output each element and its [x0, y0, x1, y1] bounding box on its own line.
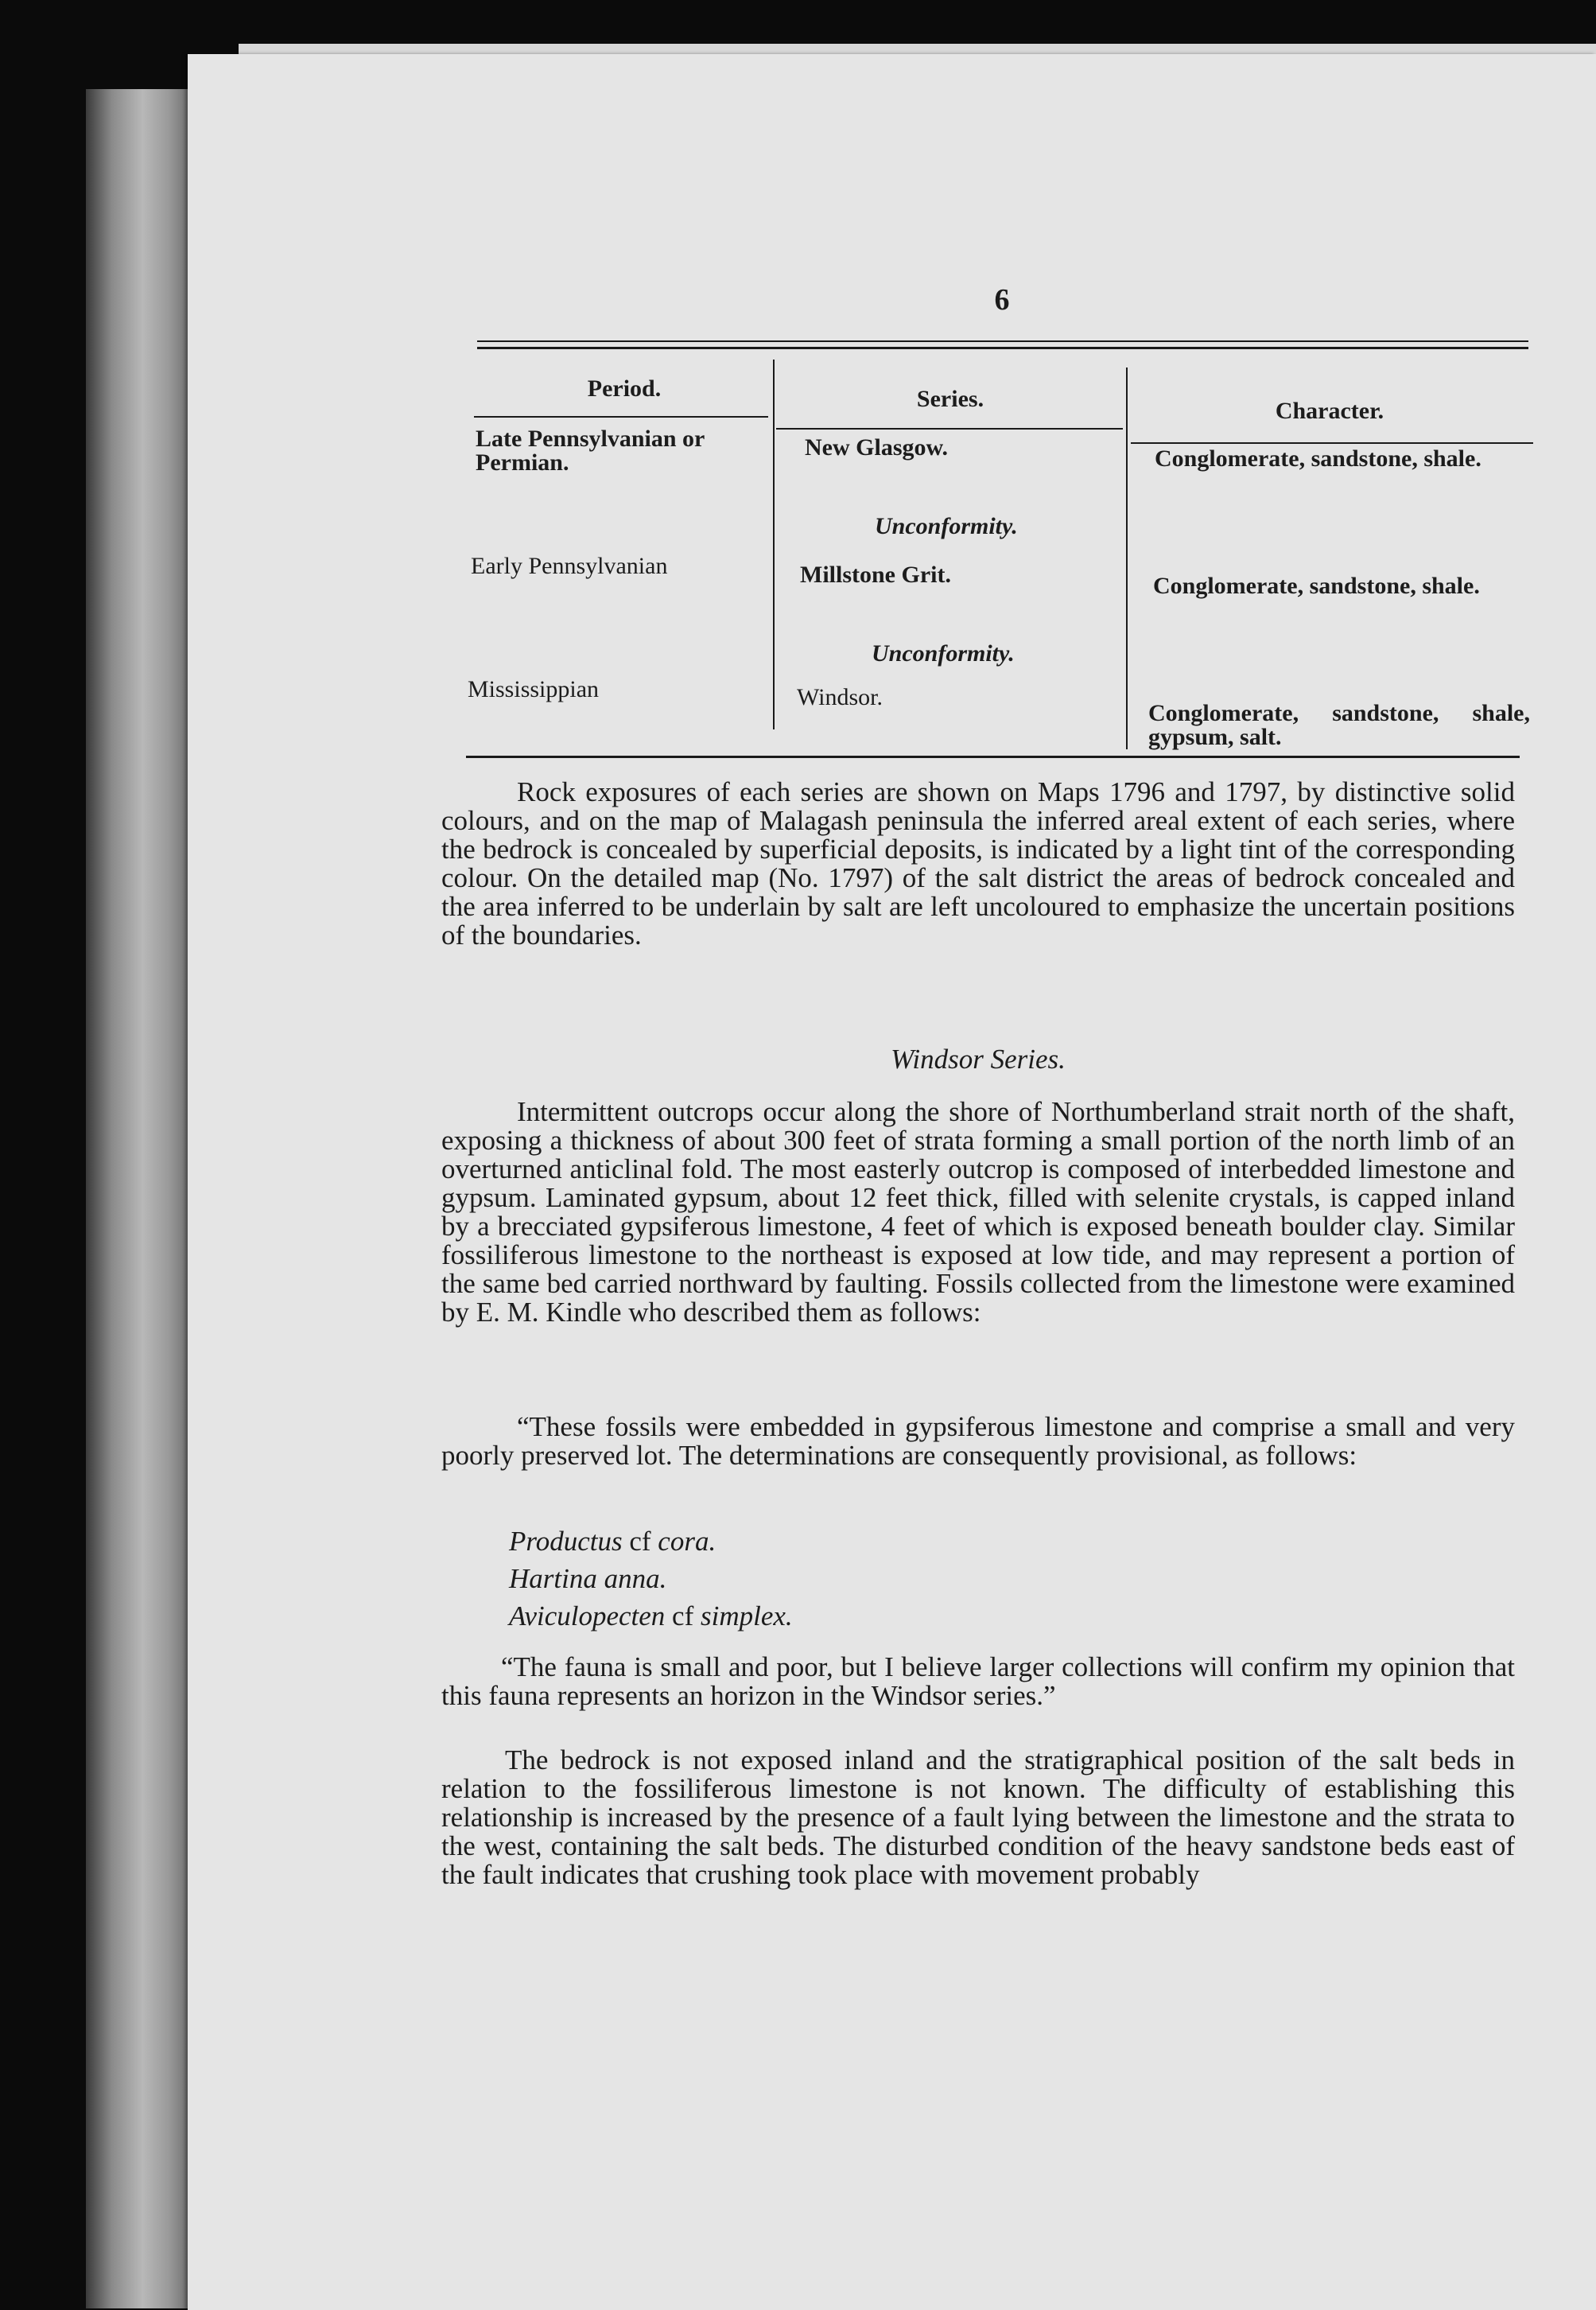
table-cell-period-2: Early Pennsylvanian [471, 553, 668, 579]
paragraph-outcrops: Intermittent outcrops occur along the shore of Northumberland strait north of the shaft, exposing a thickness of about 300 feet of strata forming a small portion of the north limb of an overturned anticlinal fold. The most easterly outcrop is composed of interbedded limestone and gypsum. Laminated gypsum, about 12 feet thick, filled with selenite crystals, is capped inland by a brecciated gypsiferous limestone, 4 feet of which is exposed beneath boulder clay. Similar fossiliferous limestone to the northeast is exposed at low tide, and may represent a portion of the same bed carried northward by faulting. Fossils collected from the limestone were examined by E. M. Kindle who described them as follows: [441, 1096, 1515, 1328]
paragraph-map-description: Rock exposures of each series are shown on Maps 1796 and 1797, by distinctive solid colours, and on the map of Malagash peninsula the inferred areal extent of each series, where the bedrock is concealed by superficial deposits, is indicated by a light tint of the corresponding colour. On the detailed map (No. 1797) of the salt district the areas of bedrock concealed and the area inferred to be underlain by salt are left uncoloured to emphasize the uncertain positions of the boundaries. [441, 776, 1515, 951]
fossil-species: simplex. [701, 1600, 793, 1631]
table-top-rule-2 [477, 347, 1528, 349]
table-header-rule-series [776, 428, 1123, 430]
paragraph-quote-fossils: “These fossils were embedded in gypsiferous limestone and comprise a small and very poorly preserved lot. The determinations are consequently provisional, as follows: [441, 1411, 1515, 1471]
unconformity-label-1: Unconformity. [875, 513, 1018, 539]
table-cell-series-2: Millstone Grit. [800, 562, 951, 588]
table-cell-period-1: Late Pennsylvanian or Permian. [476, 426, 705, 476]
paragraph-bedrock: The bedrock is not exposed inland and the stratigraphical position of the salt beds in relation to the fossiliferous limestone is not known. The difficulty of establishing this relationship is increased by the presence of a fault lying between the limestone and the strata to the west, containing the salt beds. The disturbed condition of the heavy sandstone beds east of the fault indicates that crushing took place with movement probably [441, 1744, 1515, 1890]
fossil-genus: Productus [509, 1526, 623, 1557]
table-header-rule-character [1131, 442, 1533, 444]
fossil-name-1 [509, 1526, 716, 1558]
table-cell-period-3: Mississippian [468, 676, 600, 702]
fossil-genus: Hartina anna. [509, 1563, 667, 1594]
table-bottom-rule [466, 756, 1520, 758]
table-cell-series-1: New Glasgow. [805, 434, 948, 461]
table-cell-series-3: Windsor. [797, 684, 883, 710]
fossil-name-3 [509, 1600, 793, 1632]
fossil-name-2 [509, 1563, 666, 1595]
fossil-species: cora. [658, 1526, 716, 1557]
table-cell-character-3: Conglomerate, sandstone, shale, gypsum, salt. [1148, 700, 1530, 750]
paragraph-quote-fauna: “The fauna is small and poor, but I believe larger collections will confirm my opinion that this fauna represents an horizon in the Windsor series.” [441, 1651, 1515, 1711]
table-header-rule-period [474, 416, 768, 418]
page-edge-shadow [86, 89, 189, 2308]
table-divider-1 [773, 360, 775, 729]
unconformity-label-2: Unconformity. [872, 640, 1015, 667]
fossil-genus: Aviculopecten [509, 1600, 666, 1631]
table-divider-2 [1126, 368, 1128, 749]
fossil-cf: cf [629, 1526, 651, 1557]
table-header-series: Series. [916, 386, 984, 412]
table-header-character: Character. [1275, 398, 1384, 424]
table-cell-character-1: Conglomerate, sandstone, shale. [1155, 445, 1481, 472]
fossil-cf: cf [672, 1600, 694, 1631]
table-top-rule [477, 340, 1528, 342]
table-cell-character-2: Conglomerate, sandstone, shale. [1153, 573, 1480, 599]
section-heading: Windsor Series. [891, 1044, 1066, 1075]
table-header-period: Period. [587, 375, 662, 402]
page-number: 6 [994, 283, 1010, 317]
